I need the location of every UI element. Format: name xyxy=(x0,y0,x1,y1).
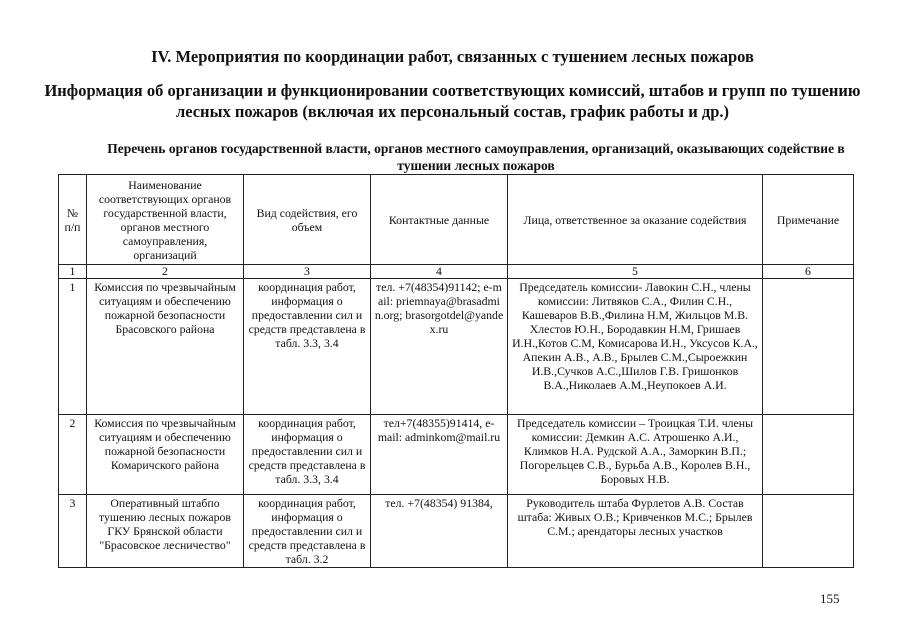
row-contacts: тел. +7(48354) 91384, xyxy=(371,495,508,568)
table-row xyxy=(59,279,854,415)
column-number: 2 xyxy=(87,265,244,279)
row-kind: координация работ, информация о предоставлении сил и средств представлена в табл. 3.3, 3.4 xyxy=(244,415,371,495)
row-name: Комиссия по чрезвычайным ситуациям и обеспечению пожарной безопасности Комаричского района xyxy=(87,415,244,495)
column-number: 5 xyxy=(508,265,763,279)
list-title: Перечень органов государственной власти, органов местного самоуправления, организаций, оказывающих содействие в тушении лесных пожаров xyxy=(107,141,845,173)
row-kind: координация работ, информация о предоставлении сил и средств представлена в табл. 3.3, 3.4 xyxy=(244,279,371,415)
table-header-row xyxy=(59,175,854,265)
row-name: Комиссия по чрезвычайным ситуациям и обеспечению пожарной безопасности Брасовского района xyxy=(87,279,244,415)
header-name: Наименование соответствующих органов государственной власти, органов местного самоуправления, организаций xyxy=(87,175,244,265)
row-note xyxy=(763,279,854,415)
row-persons: Руководитель штаба Фурлетов А.В. Состав штаба: Живых О.В.; Кривченков М.С.; Брылев С.М.; арендаторы лесных участков xyxy=(508,495,763,568)
row-persons: Председатель комиссии – Троицкая Т.И. члены комиссии: Демкин А.С. Атрошенко А.И., Климков Н.А. Рудской А.А., Заморкин В.П.; Погорельцев С.В., Бурьба А.В., Королев В.Н., Боровых Н.В. xyxy=(508,415,763,495)
info-title: Информация об организации и функционировании соответствующих комиссий, штабов и групп по тушению лесных пожаров (включая их персональный состав, график работы и др.) xyxy=(44,81,861,121)
section-title: IV. Мероприятия по координации работ, связанных с тушением лесных пожаров xyxy=(151,47,754,66)
header-note: Примечание xyxy=(763,175,854,265)
column-number: 3 xyxy=(244,265,371,279)
column-number-row xyxy=(59,265,854,279)
row-kind: координация работ, информация о предоставлении сил и средств представлена в табл. 3.2 xyxy=(244,495,371,568)
column-number: 6 xyxy=(763,265,854,279)
row-num: 1 xyxy=(59,279,87,415)
header-kind: Вид содействия, его объем xyxy=(244,175,371,265)
row-note xyxy=(763,495,854,568)
column-number: 1 xyxy=(59,265,87,279)
row-persons: Председатель комиссии- Лавокин С.Н., члены комиссии: Литвяков С.А., Филин С.Н., Кашеваров В.В.,Филина Н.М, Жильцов М.В. Хлестов Ю.Н., Бородавкин Н.М, Гришаев И.Н.,Котов С.М, Комисарова И.Н., Уксусов К.А., Апекин А.В., А.В., Брылев С.М.,Сыроежкин И.В.,Сучков А.С.,Шилов Г.В. Гришонков В.А.,Николаев А.М.,Неупокоев А.И. xyxy=(508,279,763,415)
row-contacts: тел. +7(48354)91142; e-mail: priemnaya@brasadmin.org; brasorgotdel@yandex.ru xyxy=(371,279,508,415)
table-row xyxy=(59,495,854,568)
row-name: Оперативный штабпо тушению лесных пожаров ГКУ Брянской области "Брасовское лесничество" xyxy=(87,495,244,568)
row-num: 3 xyxy=(59,495,87,568)
header-num: № п/п xyxy=(59,175,87,265)
row-contacts: тел+7(48355)91414, e-mail: adminkom@mail.ru xyxy=(371,415,508,495)
page-number: 155 xyxy=(820,591,840,606)
header-persons: Лица, ответственное за оказание содействия xyxy=(508,175,763,265)
row-note xyxy=(763,415,854,495)
row-num: 2 xyxy=(59,415,87,495)
assistance-table xyxy=(58,174,854,568)
table-row xyxy=(59,415,854,495)
column-number: 4 xyxy=(371,265,508,279)
header-contacts: Контактные данные xyxy=(371,175,508,265)
